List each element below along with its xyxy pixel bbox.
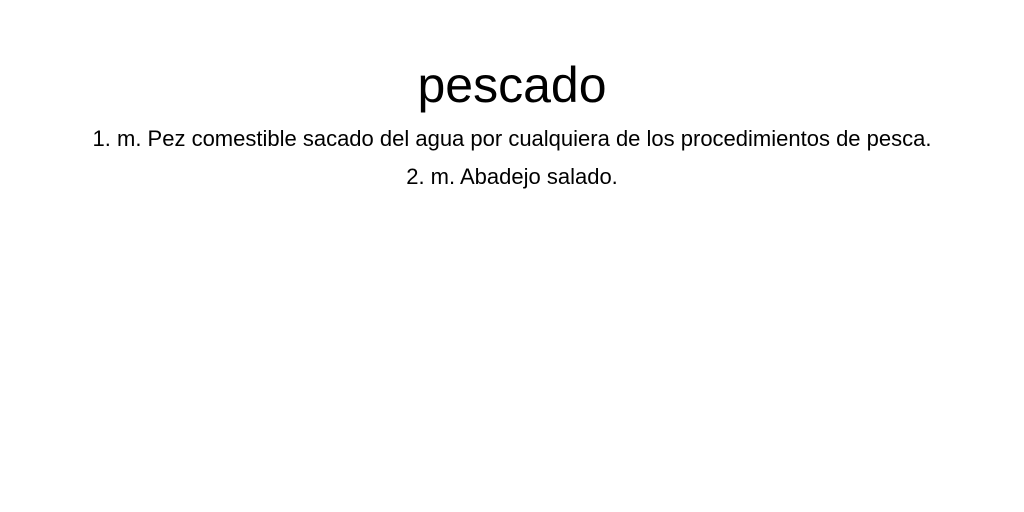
sense-definition: 2. m. Abadejo salado. bbox=[406, 164, 618, 189]
sense-list bbox=[60, 120, 964, 196]
headword: pescado bbox=[417, 57, 607, 113]
sense-definition: 1. m. Pez comestible sacado del agua por cualquiera de los procedimientos de pesca. bbox=[92, 126, 932, 151]
dictionary-entry bbox=[60, 56, 964, 196]
